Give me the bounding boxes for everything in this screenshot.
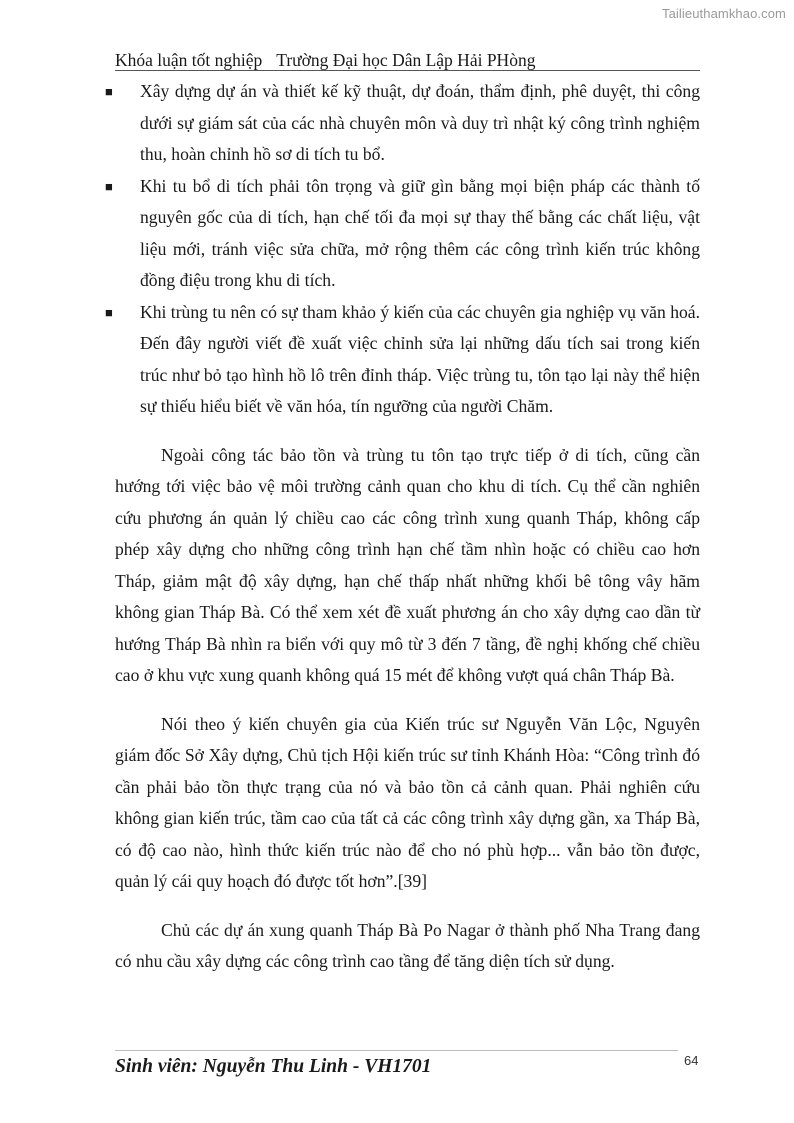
paragraph: Ngoài công tác bảo tồn và trùng tu tôn tạo trực tiếp ở di tích, cũng cần hướng tới việc bảo vệ môi trường cảnh quan cho khu di tích. Cụ thể cần nghiên cứu phương án quản lý chiều cao các công trình xung quanh Tháp, không cấp phép xây dựng cho những công trình hạn chế tầm nhìn hoặc có chiều cao hơn Tháp, giảm mật độ xây dựng, hạn chế thấp nhất những khối bê tông vây hãm không gian Tháp Bà. Có thể xem xét đề xuất phương án cho xây dựng cao dần từ hướng Tháp Bà nhìn ra biển với quy mô từ 3 đến 7 tầng, đề nghị khống chế chiều cao ở khu vực xung quanh không quá 15 mét để không vượt quá chân Tháp Bà. [115, 444, 700, 685]
bullet-marker: ■ [105, 84, 113, 99]
watermark: Tailieuthamkhao.com [661, 6, 786, 21]
bullet-list [105, 76, 700, 423]
page-header [115, 49, 700, 71]
list-item-text: Xây dựng dự án và thiết kế kỹ thuật, dự đoán, thẩm định, phê duyệt, thi công dưới sự giám sát của các nhà chuyên môn và duy trì nhật ký công trình nghiệm thu, hoàn chỉnh hồ sơ di tích tu bổ. [140, 81, 700, 164]
list-item [105, 171, 700, 297]
bullet-marker: ■ [105, 178, 113, 194]
paragraph: Nói theo ý kiến chuyên gia của Kiến trúc sư Nguyễn Văn Lộc, Nguyên giám đốc Sở Xây dựng, Chủ tịch Hội kiến trúc sư tỉnh Khánh Hòa: “Công trình đó cần phải bảo tồn thực trạng của nó và bảo tồn cả cảnh quan. Phải nghiên cứu không gian kiến trúc, tầm cao của tất cả các công trình xây dựng gần, xa Tháp Bà, có độ cao nào, hình thức kiến trúc nào để cho nó phù hợp... vẫn bảo tồn được, quản lý cái quy hoạch đó được tốt hơn”.[39] [115, 713, 700, 891]
footer-student: Sinh viên: Nguyễn Thu Linh - VH1701 [115, 1056, 432, 1077]
list-item-text: Khi tu bổ di tích phải tôn trọng và giữ gìn bằng mọi biện pháp các thành tố nguyên gốc của di tích, hạn chế tối đa mọi sự thay thế bằng các chất liệu, vật liệu mới, tránh việc sửa chữa, mở rộng thêm các công trình kiến trúc không đồng điệu trong khu di tích. [140, 175, 700, 290]
header-school: Trường Đại học Dân Lập Hải PHòng [276, 50, 536, 70]
paragraph: Chủ các dự án xung quanh Tháp Bà Po Nagar ở thành phố Nha Trang đang có nhu cầu xây dựng các công trình cao tầng để tăng diện tích sử dụng. [115, 919, 700, 971]
page-number: 64 [684, 1053, 699, 1068]
list-item [105, 76, 700, 171]
list-item [105, 297, 700, 423]
header-title: Khóa luận tốt nghiệp [115, 50, 263, 70]
header-rule [115, 70, 700, 71]
bullet-marker: ■ [105, 304, 113, 320]
page-content [105, 76, 700, 978]
list-item-text: Khi trùng tu nên có sự tham khảo ý kiến của các chuyên gia nghiệp vụ văn hoá. Đến đây người viết đề xuất việc chỉnh sửa lại những dấu tích sai trong kiến trúc như bỏ tạo hình hồ lô trên đỉnh tháp. Việc trùng tu, tôn tạo lại này thể hiện sự thiếu hiểu biết về văn hóa, tín ngưỡng của người Chăm. [140, 301, 700, 416]
footer-rule [115, 1050, 678, 1051]
